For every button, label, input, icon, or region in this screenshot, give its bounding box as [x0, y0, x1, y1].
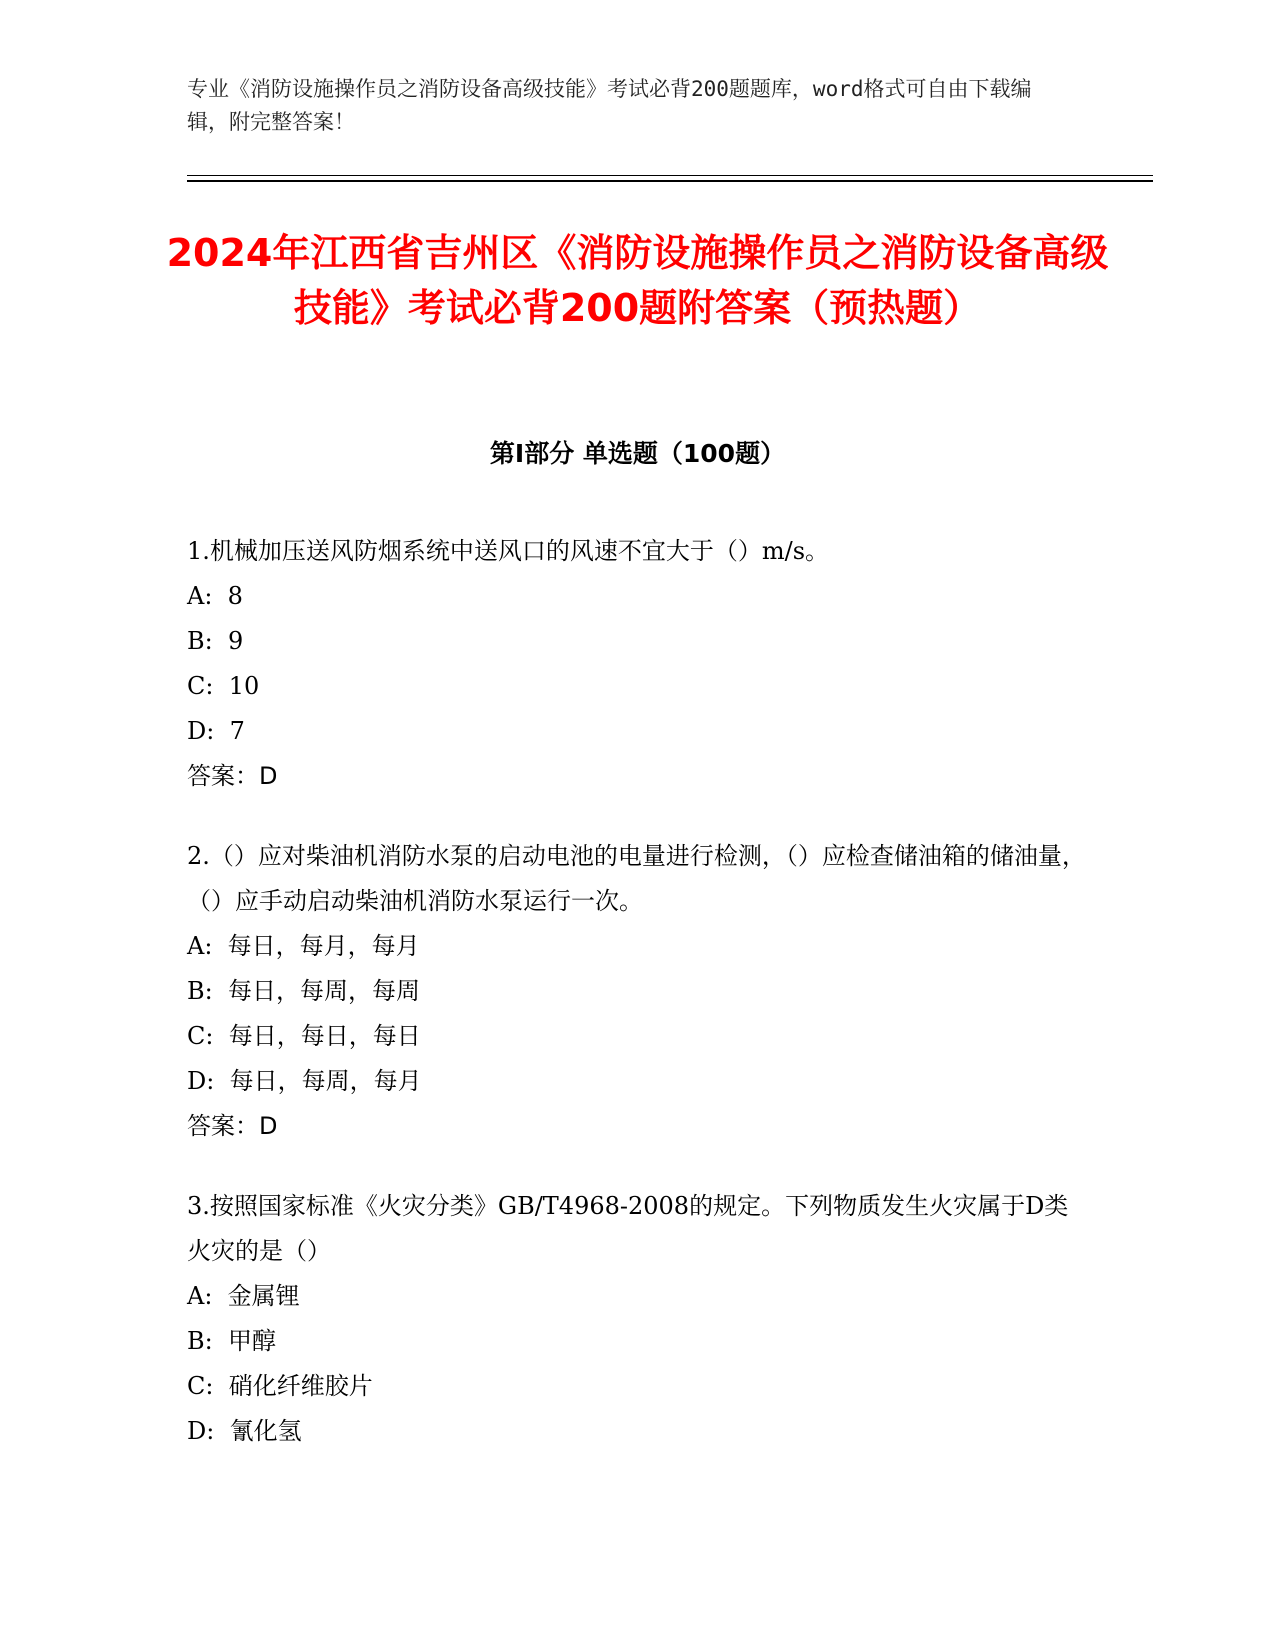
option-c: C: 10: [187, 672, 260, 700]
answer: 答案：D: [187, 762, 278, 790]
header-note: 专业《消防设施操作员之消防设备高级技能》考试必背200题题库，word格式可自由下载编辑，附完整答案！: [187, 77, 1032, 134]
document-title: 2024年江西省吉州区《消防设施操作员之消防设备高级技能》考试必背200题附答案（预热题）: [166, 231, 1109, 330]
option-d: D: 7: [187, 717, 245, 745]
option-c: C: 每日，每日，每日: [187, 1022, 421, 1050]
option-d: D: 氰化氢: [187, 1417, 302, 1445]
question-list: [187, 529, 1092, 1489]
option-d: D: 每日，每周，每月: [187, 1067, 422, 1095]
answer: 答案：D: [187, 1112, 278, 1140]
option-a: A: 8: [187, 582, 243, 610]
option-b: B: 甲醇: [187, 1327, 276, 1355]
option-b: B: 每日，每周，每周: [187, 977, 420, 1005]
section-title: 第I部分 单选题（100题）: [489, 439, 786, 468]
option-a: A: 金属锂: [187, 1282, 300, 1310]
question-text: 2.（）应对柴油机消防水泵的启动电池的电量进行检测，（）应检查储油箱的储油量，（）应手动启动柴油机消防水泵运行一次。: [187, 842, 1086, 915]
question-1: [187, 529, 1092, 799]
question-text: 1.机械加压送风防烟系统中送风口的风速不宜大于（）m/s。: [187, 537, 830, 565]
question-3: [187, 1184, 1092, 1454]
option-b: B: 9: [187, 627, 244, 655]
option-a: A: 每日，每月，每月: [187, 932, 420, 960]
header-rule-thin: [187, 175, 1153, 176]
header-rule-thick: [187, 180, 1153, 182]
option-c: C: 硝化纤维胶片: [187, 1372, 373, 1400]
question-text: 3.按照国家标准《火灾分类》GB/T4968-2008的规定。下列物质发生火灾属于D类火灾的是（）: [187, 1192, 1069, 1265]
question-2: [187, 834, 1092, 1149]
